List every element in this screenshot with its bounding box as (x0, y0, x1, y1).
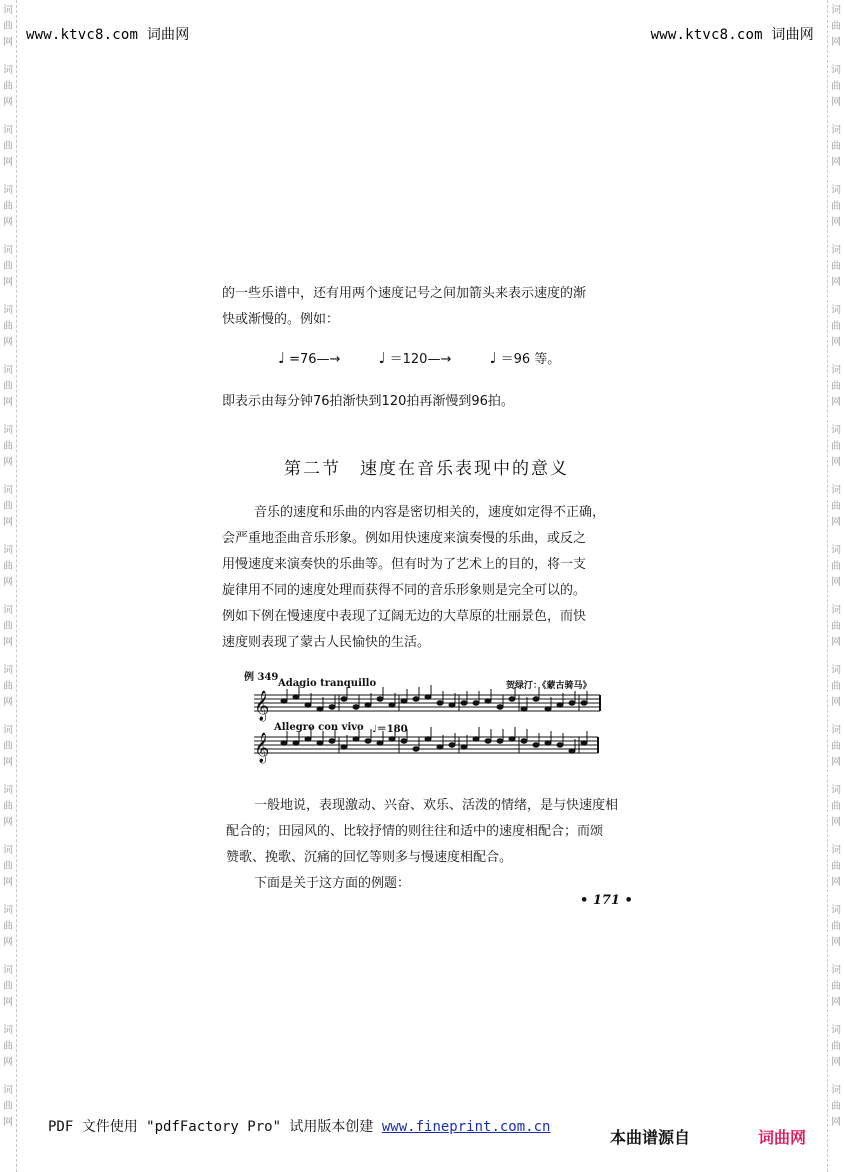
watermark-char: 网 (831, 517, 841, 528)
tempo-marking-2: Allegro con vivo (274, 722, 364, 733)
paragraph-1-line: 用慢速度来演奏快的乐曲等。但有时为了艺术上的目的，将一支 (222, 557, 587, 572)
note-head (485, 699, 491, 703)
watermark-char: 曲 (3, 201, 13, 212)
watermark-char: 曲 (3, 501, 13, 512)
watermark-char: 网 (831, 457, 841, 468)
watermark-char: 网 (3, 457, 13, 468)
watermark-char: 网 (831, 397, 841, 408)
watermark-char: 曲 (3, 21, 13, 32)
watermark-char: 词 (831, 125, 841, 136)
tempo-item-2 (378, 349, 452, 367)
watermark-char: 词 (3, 65, 13, 76)
watermark-char: 曲 (831, 321, 841, 332)
watermark-char: 网 (831, 817, 841, 828)
watermark-char: 词 (3, 725, 13, 736)
watermark-char: 词 (831, 725, 841, 736)
page-number: • 171 • (580, 893, 633, 908)
left-watermark-strip (0, 0, 17, 1172)
watermark-char: 曲 (3, 381, 13, 392)
watermark-char: 网 (3, 1057, 13, 1068)
note-head (545, 741, 551, 745)
note-head (293, 741, 299, 745)
watermark-char: 词 (831, 485, 841, 496)
watermark-char: 网 (831, 217, 841, 228)
watermark-char: 词 (3, 305, 13, 316)
note-head (569, 701, 575, 705)
note-head (401, 739, 407, 743)
note-head (509, 737, 515, 741)
watermark-char: 网 (831, 577, 841, 588)
watermark-char: 曲 (831, 1041, 841, 1052)
watermark-char: 词 (831, 305, 841, 316)
header-left-url[interactable]: www.ktvc8.com (26, 27, 139, 43)
note-head (473, 737, 479, 741)
watermark-char: 曲 (831, 621, 841, 632)
watermark-char: 词 (3, 965, 13, 976)
watermark-char: 曲 (831, 921, 841, 932)
watermark-char: 词 (831, 965, 841, 976)
watermark-char: 网 (3, 937, 13, 948)
note-head (449, 703, 455, 707)
header-right (651, 24, 814, 44)
quarter-note-icon: ♩ (278, 349, 286, 367)
watermark-char: 曲 (3, 561, 13, 572)
watermark-char: 词 (831, 845, 841, 856)
note-head (281, 741, 287, 745)
header-right-url[interactable]: www.ktvc8.com (650, 27, 763, 43)
watermark-char: 词 (3, 5, 13, 16)
tempo-item-1-text: =76—→ (289, 352, 341, 367)
watermark-char: 网 (3, 397, 13, 408)
note-head (365, 703, 371, 707)
note-head (449, 743, 455, 747)
header-left-site: 词曲网 (146, 27, 190, 43)
header-left (26, 24, 189, 44)
watermark-char: 词 (3, 845, 13, 856)
watermark-char: 曲 (3, 861, 13, 872)
note-head (545, 707, 551, 711)
watermark-char: 网 (3, 637, 13, 648)
watermark-char: 词 (3, 905, 13, 916)
note-head (425, 737, 431, 741)
composer-credit: 贺绿汀：《蒙古骑马》 (506, 681, 592, 691)
note-head (413, 747, 419, 751)
intro-line-1: 的一些乐谱中，还有用两个速度记号之间加箭头来表示速度的渐 (222, 286, 587, 301)
watermark-char: 网 (3, 517, 13, 528)
watermark-char: 词 (3, 185, 13, 196)
watermark-char: 曲 (831, 561, 841, 572)
watermark-char: 曲 (3, 81, 13, 92)
note-head (521, 707, 527, 711)
watermark-char: 曲 (831, 141, 841, 152)
watermark-char: 网 (3, 277, 13, 288)
treble-clef-icon (254, 690, 269, 764)
note-head (341, 697, 347, 701)
watermark-char: 网 (3, 337, 13, 348)
footer-source-label: 本曲谱源自 (610, 1128, 691, 1147)
svg-text:𝄞: 𝄞 (254, 691, 270, 721)
note-head (317, 707, 323, 711)
watermark-char: 词 (831, 1025, 841, 1036)
note-head (305, 737, 311, 741)
note-head (557, 703, 563, 707)
watermark-char: 曲 (3, 1041, 13, 1052)
note-head (461, 745, 467, 749)
watermark-char: 网 (831, 337, 841, 348)
watermark-char: 曲 (831, 261, 841, 272)
paragraph-1-line: 旋律用不同的速度处理而获得不同的音乐形象则是完全可以的。 (222, 583, 587, 598)
note-head (533, 743, 539, 747)
watermark-char: 网 (3, 757, 13, 768)
note-head (317, 741, 323, 745)
tempo-item-2-text: ＝120—→ (389, 352, 452, 367)
note-head (377, 741, 383, 745)
watermark-char: 词 (831, 665, 841, 676)
watermark-char: 网 (3, 37, 13, 48)
watermark-char: 词 (3, 425, 13, 436)
watermark-char: 网 (831, 937, 841, 948)
tempo-marking-1: Adagio tranquillo (278, 678, 377, 689)
paragraph-2-line: 赞歌、挽歌、沉痛的回忆等则多与慢速度相配合。 (226, 850, 513, 865)
example-number: 例 349 (244, 672, 279, 683)
note-head (365, 739, 371, 743)
music-staves (244, 668, 604, 768)
watermark-char: 词 (3, 605, 13, 616)
watermark-char: 网 (831, 1057, 841, 1068)
watermark-char: 曲 (3, 921, 13, 932)
tempo-explain-line: 即表示由每分钟76拍渐快到120拍再渐慢到96拍。 (222, 394, 514, 409)
note-head (533, 697, 539, 701)
watermark-char: 网 (3, 697, 13, 708)
watermark-char: 曲 (3, 621, 13, 632)
watermark-char: 网 (831, 37, 841, 48)
note-head (425, 695, 431, 699)
paragraph-2-line: 配合的；田园风的、比较抒情的则往往和适中的速度相配合；而颂 (226, 824, 604, 839)
watermark-char: 网 (3, 1117, 13, 1128)
watermark-char: 曲 (3, 141, 13, 152)
watermark-char: 词 (3, 245, 13, 256)
music-example (244, 668, 604, 768)
watermark-char: 词 (831, 425, 841, 436)
watermark-char: 曲 (831, 21, 841, 32)
section-title: 第二节 速度在音乐表现中的意义 (284, 459, 569, 479)
watermark-char: 词 (831, 905, 841, 916)
watermark-char: 网 (831, 757, 841, 768)
watermark-char: 词 (3, 545, 13, 556)
watermark-char: 词 (3, 665, 13, 676)
watermark-char: 曲 (3, 681, 13, 692)
watermark-char: 词 (831, 365, 841, 376)
note-head (353, 737, 359, 741)
watermark-char: 网 (3, 157, 13, 168)
note-head (461, 701, 467, 705)
note-head (485, 739, 491, 743)
watermark-char: 词 (831, 5, 841, 16)
note-head (293, 695, 299, 699)
watermark-char: 网 (831, 697, 841, 708)
note-head (389, 737, 395, 741)
watermark-char: 曲 (3, 741, 13, 752)
watermark-char: 网 (3, 97, 13, 108)
watermark-char: 词 (831, 185, 841, 196)
quarter-note-icon: ♩ (378, 349, 386, 367)
right-watermark-strip (827, 0, 844, 1172)
note-head (473, 701, 479, 705)
note-head (557, 743, 563, 747)
note-head (329, 705, 335, 709)
paragraph-2-line: 下面是关于这方面的例题： (254, 876, 411, 891)
watermark-char: 词 (3, 785, 13, 796)
footer-pdf-link[interactable]: www.fineprint.com.cn (381, 1119, 551, 1135)
watermark-char: 词 (831, 605, 841, 616)
note-head (581, 741, 587, 745)
watermark-char: 曲 (831, 741, 841, 752)
watermark-char: 曲 (3, 441, 13, 452)
note-head (377, 697, 383, 701)
watermark-char: 网 (831, 877, 841, 888)
watermark-char: 曲 (831, 201, 841, 212)
tempo-marking-2-value: ♩＝180 (372, 724, 408, 735)
watermark-char: 曲 (831, 681, 841, 692)
paragraph-2-line: 一般地说，表现激动、兴奋、欢乐、活泼的情绪，是与快速度相 (254, 798, 619, 813)
watermark-char: 曲 (831, 441, 841, 452)
note-head (305, 703, 311, 707)
note-head (497, 705, 503, 709)
footer-pdf-notice (48, 1116, 550, 1136)
watermark-char: 词 (831, 545, 841, 556)
note-head (509, 697, 515, 701)
watermark-char: 网 (3, 877, 13, 888)
note-head (521, 739, 527, 743)
watermark-char: 曲 (831, 801, 841, 812)
note-head (281, 699, 287, 703)
watermark-char: 曲 (831, 861, 841, 872)
note-head (401, 699, 407, 703)
watermark-char: 词 (3, 1025, 13, 1036)
watermark-char: 网 (831, 637, 841, 648)
note-head (437, 701, 443, 705)
footer-brand[interactable]: 词曲网 (758, 1128, 807, 1147)
note-head (329, 739, 335, 743)
paragraph-1-line: 速度则表现了蒙古人民愉快的生活。 (222, 635, 431, 650)
watermark-char: 曲 (3, 1101, 13, 1112)
tempo-item-3-text: ＝96 等。 (500, 352, 561, 367)
tempo-example (278, 348, 594, 367)
watermark-char: 词 (831, 245, 841, 256)
note-head (353, 705, 359, 709)
svg-text:𝄞: 𝄞 (254, 733, 270, 763)
watermark-char: 网 (831, 157, 841, 168)
watermark-char: 词 (831, 65, 841, 76)
note-head (437, 745, 443, 749)
note-head (413, 697, 419, 701)
watermark-char: 网 (3, 217, 13, 228)
intro-line-2: 快或渐慢的。例如： (222, 312, 340, 327)
watermark-char: 网 (831, 997, 841, 1008)
watermark-char: 曲 (3, 321, 13, 332)
watermark-char: 曲 (3, 801, 13, 812)
watermark-char: 曲 (3, 261, 13, 272)
tempo-item-1 (278, 349, 341, 367)
watermark-char: 网 (831, 97, 841, 108)
note-head (389, 703, 395, 707)
watermark-char: 网 (3, 577, 13, 588)
watermark-char: 网 (3, 997, 13, 1008)
paragraph-1-line: 音乐的速度和乐曲的内容是密切相关的，速度如定得不正确， (254, 505, 606, 520)
note-head (341, 745, 347, 749)
watermark-char: 曲 (831, 501, 841, 512)
watermark-char: 曲 (3, 981, 13, 992)
watermark-char: 词 (831, 785, 841, 796)
watermark-char: 曲 (831, 81, 841, 92)
watermark-char: 网 (3, 817, 13, 828)
paragraph-1-line: 例如下例在慢速度中表现了辽阔无边的大草原的壮丽景色，而快 (222, 609, 587, 624)
quarter-note-icon: ♩ (489, 349, 497, 367)
watermark-char: 词 (831, 1085, 841, 1096)
watermark-char: 词 (3, 125, 13, 136)
watermark-char: 曲 (831, 381, 841, 392)
note-head (581, 701, 587, 705)
tempo-item-3 (489, 349, 561, 367)
watermark-char: 网 (831, 277, 841, 288)
watermark-char: 词 (3, 365, 13, 376)
footer-pdf-text: PDF 文件使用 "pdfFactory Pro" 试用版本创建 (48, 1119, 374, 1135)
watermark-char: 曲 (831, 981, 841, 992)
note-head (569, 749, 575, 753)
watermark-char: 词 (3, 485, 13, 496)
header-right-site: 词曲网 (771, 27, 814, 43)
note-head (497, 739, 503, 743)
watermark-char: 曲 (831, 1101, 841, 1112)
watermark-char: 词 (3, 1085, 13, 1096)
watermark-char: 网 (831, 1117, 841, 1128)
paragraph-1-line: 会严重地歪曲音乐形象。例如用快速度来演奏慢的乐曲，或反之 (222, 531, 587, 546)
